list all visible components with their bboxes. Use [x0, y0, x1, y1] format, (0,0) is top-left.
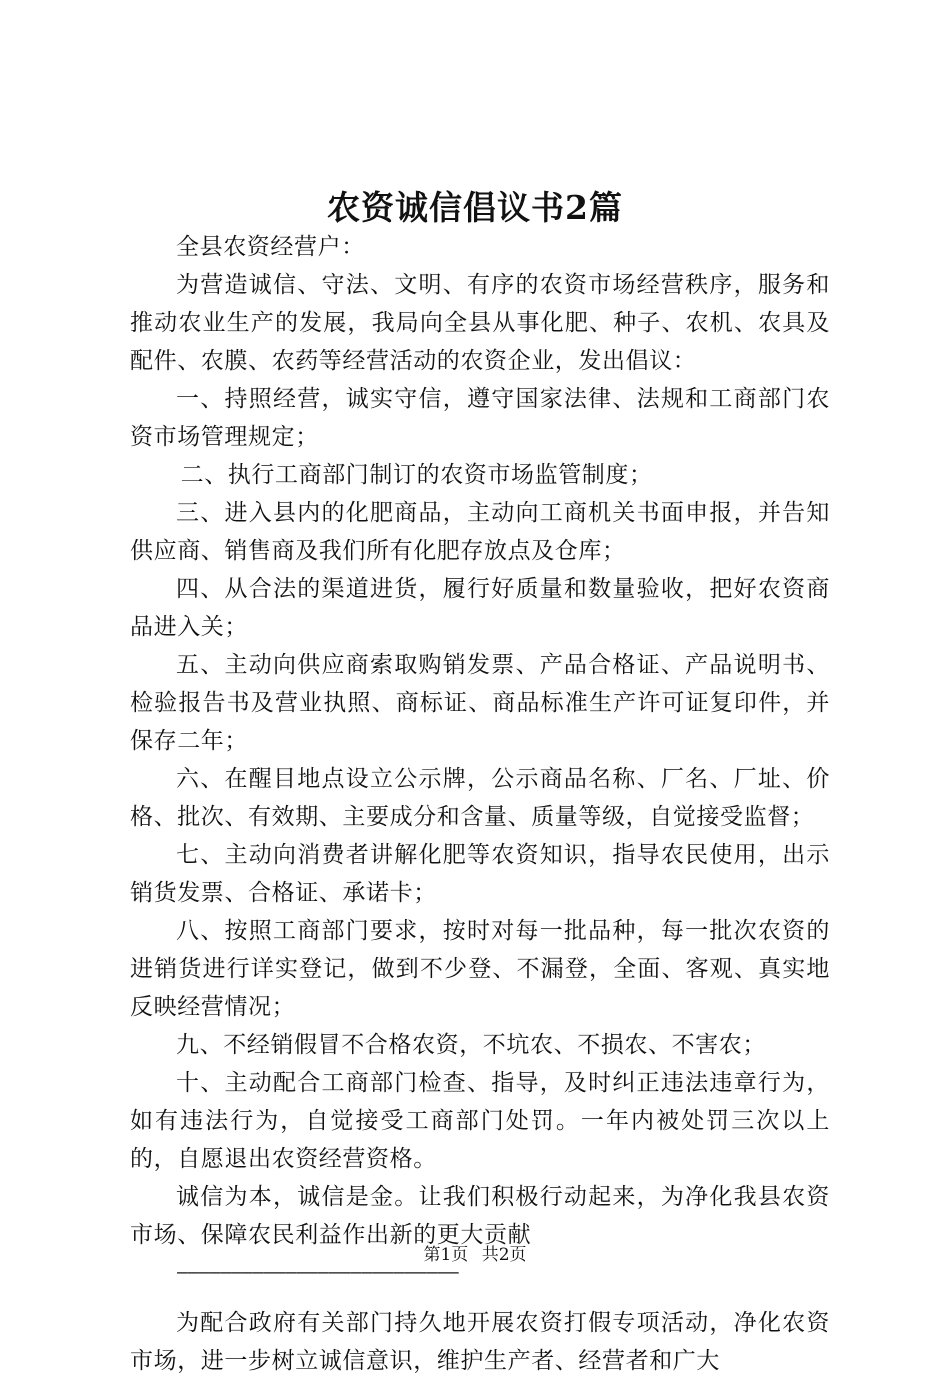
- item-8: 八、按照工商部门要求，按时对每一批品种，每一批次农资的进销货进行详实登记，做到不少登、不漏登，全面、客观、真实地反映经营情况；: [130, 918, 830, 1020]
- document-body: [130, 228, 830, 1380]
- item-7: 七、主动向消费者讲解化肥等农资知识，指导农民使用，出示销货发票、合格证、承诺卡；: [130, 842, 830, 906]
- item-3: 三、进入县内的化肥商品，主动向工商机关书面申报，并告知供应商、销售商及我们所有化肥存放点及仓库；: [130, 500, 830, 564]
- item-9: 九、不经销假冒不合格农资，不坑农、不损农、不害农；: [176, 1032, 766, 1058]
- intro-paragraph: 为营造诚信、守法、文明、有序的农资市场经营秩序，服务和推动农业生产的发展，我局向全县从事化肥、种子、农机、农具及配件、农膜、农药等经营活动的农资企业，发出倡议：: [130, 272, 830, 374]
- page-number-total: 共2页: [481, 1245, 527, 1265]
- page-footer: [0, 1244, 950, 1266]
- item-10: 十、主动配合工商部门检查、指导，及时纠正违法违章行为，如有违法行为，自觉接受工商部门处罚。一年内被处罚三次以上的，自愿退出农资经营资格。: [130, 1070, 830, 1172]
- second-intro-paragraph: 为配合政府有关部门持久地开展农资打假专项活动，净化农资市场，进一步树立诚信意识，维护生产者、经营者和广大: [130, 1310, 830, 1374]
- item-5: 五、主动向供应商索取购销发票、产品合格证、产品说明书、检验报告书及营业执照、商标证、商品标准生产许可证复印件，并保存二年；: [130, 652, 830, 754]
- document-title: 农资诚信倡议书2篇: [327, 188, 623, 227]
- section-divider: ——————————————————————————: [177, 1262, 459, 1283]
- closing-paragraph: 诚信为本，诚信是金。让我们积极行动起来，为净化我县农资市场、保障农民利益作出新的更大贡献: [130, 1184, 830, 1248]
- page-number-current: 第1页: [423, 1245, 469, 1265]
- salutation: 全县农资经营户：: [176, 234, 365, 260]
- item-1: 一、持照经营，诚实守信，遵守国家法律、法规和工商部门农资市场管理规定；: [130, 386, 830, 450]
- spacer: [130, 1292, 830, 1304]
- item-4: 四、从合法的渠道进货，履行好质量和数量验收，把好农资商品进入关；: [130, 576, 830, 640]
- item-2: 二、执行工商部门制订的农资市场监管制度；: [180, 462, 653, 488]
- item-6: 六、在醒目地点设立公示牌，公示商品名称、厂名、厂址、价格、批次、有效期、主要成分和含量、质量等级，自觉接受监督；: [130, 766, 830, 830]
